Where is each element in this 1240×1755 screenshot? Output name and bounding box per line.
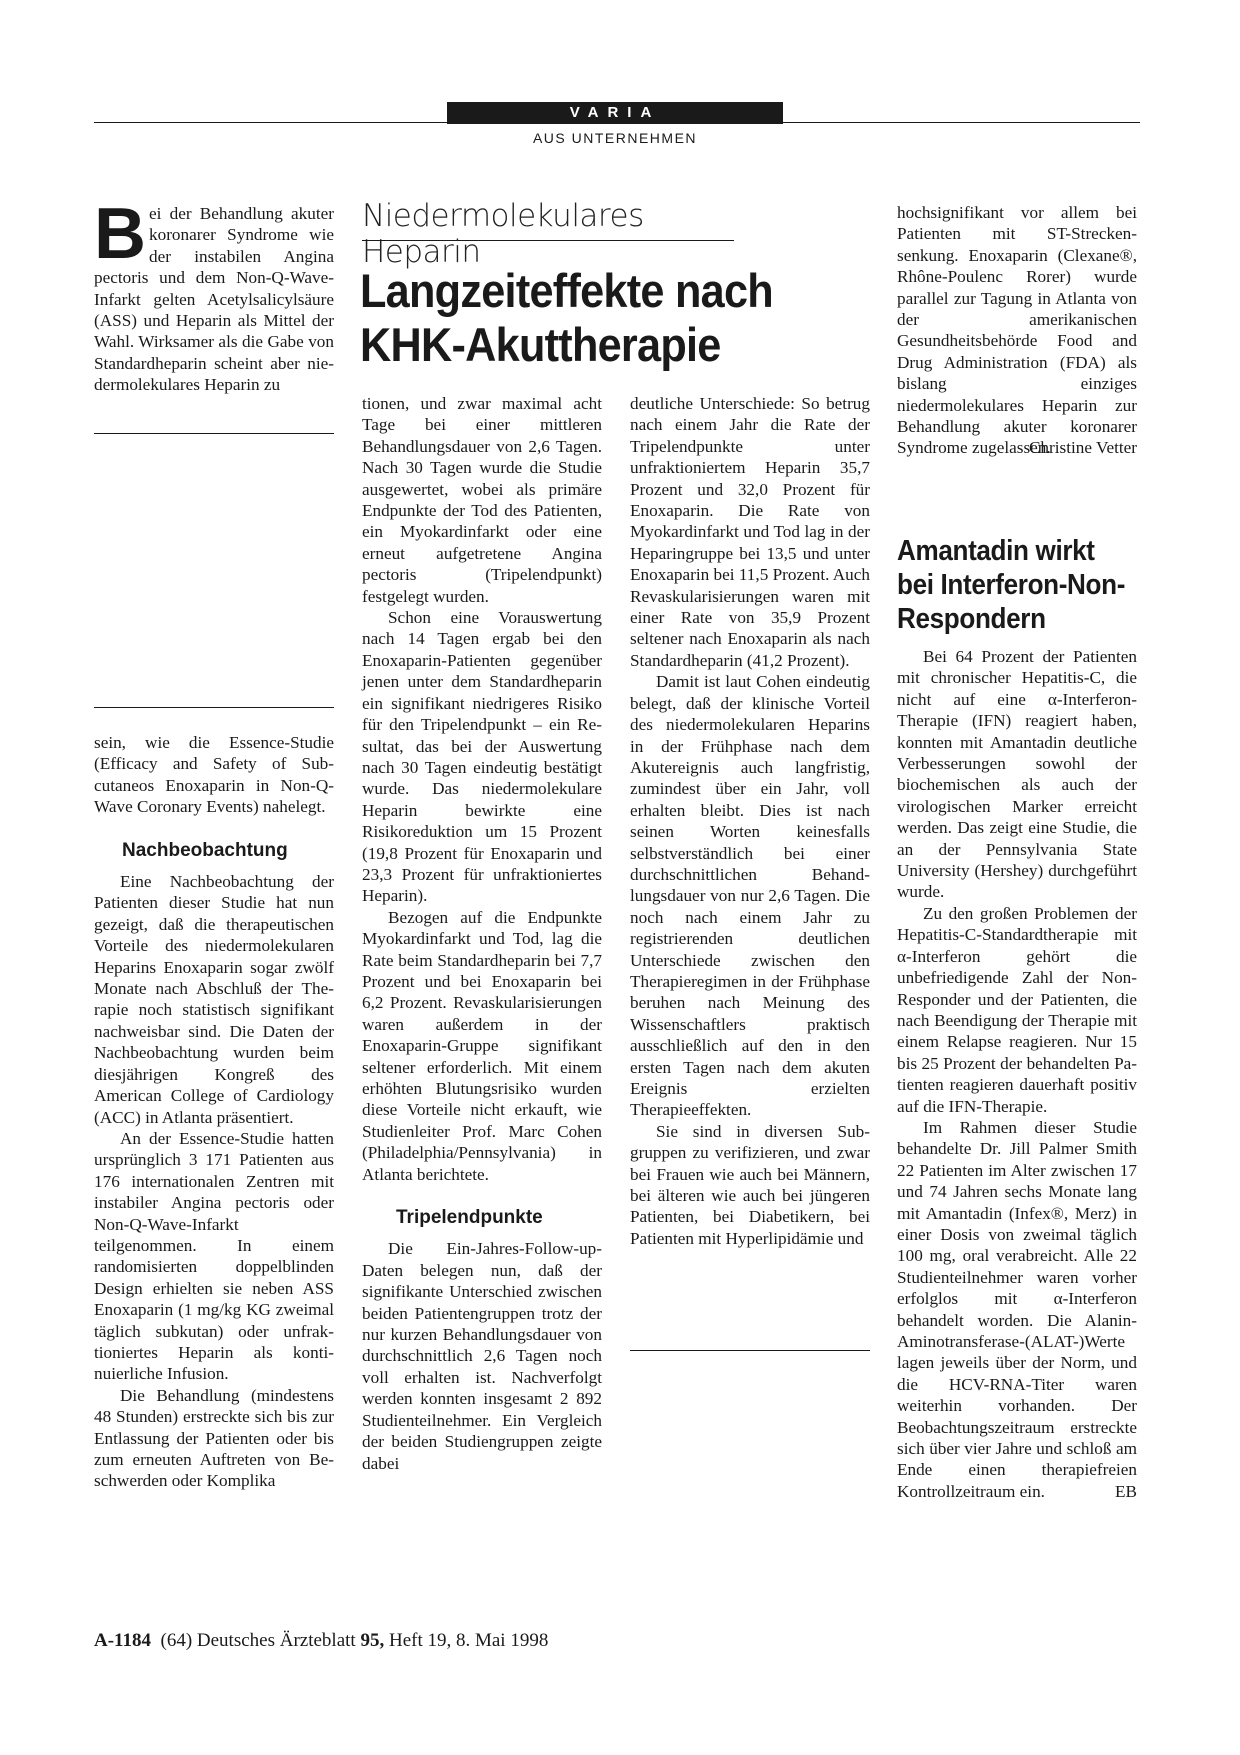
subsection-label: AUS UNTERNEHMEN (532, 130, 698, 146)
lead-rule (94, 433, 334, 434)
article-column-2 (362, 393, 602, 1474)
subhead-nachbeobachtung: Nachbeobachtung (122, 839, 288, 861)
page-number: A-1184 (94, 1630, 151, 1651)
paragraph: Bei 64 Prozent der Patienten mit chronischer Hepatitis-C, die nicht auf eine α-Interferon-Therapie (IFN) reagiert haben, konnten mit Amantadin deutliche Verbesserungen sowohl der biochemischen als auch der virologischen Marker erreicht werden. Das zeigt eine Studie, die an der Pennsylvania State University (Hershey) durchgeführt wurde. (897, 647, 1137, 902)
article-column-1 (94, 732, 334, 1492)
paragraph: Sie sind in diversen Subgruppen zu verifizieren, und zwar bei Frauen wie auch bei Männern, bei älteren wie auch bei jüngeren Patienten, bei Diabetikern, bei Patienten mit Hyperlipidämie und (630, 1121, 870, 1248)
article-column-3 (630, 393, 870, 1249)
paragraph: tionen, und zwar maximal acht Tage bei einer mittleren Behandlungsdauer von 2,6 Tagen. Nach 30 Tagen wurde die Studie ausgewertet, wobei als primäre Endpunkte der Tod des Patienten, ein Myokardinfarkt oder eine erneut aufgetretene Angina pectoris (Tripelendpunkt) festgelegt wurden. (362, 394, 602, 606)
journal-volume: 95, (360, 1630, 385, 1651)
page-footer (94, 1630, 548, 1652)
article-column-4 (897, 202, 1137, 459)
journal-issue: Heft 19, 8. Mai 1998 (388, 1630, 549, 1651)
paragraph: Zu den großen Problemen der Hepatitis-C-Standardtherapie mit α-Interferon gehört die unbefriedigende Zahl der Non-Responder und der Patienten, die nach Beendigung der Therapie mit einem Relapse reagieren. Nur 15 bis 25 Prozent der behandelten Patienten reagieren dauerhaft positiv auf die IFN-Therapie. (897, 903, 1137, 1116)
paragraph: Bezogen auf die Endpunkte Myokardinfarkt und Tod, lag die Rate beim Standardheparin bei 7,7 Prozent und bei Enoxaparin bei 6,2 Prozent. Revaskularisierungen waren außerdem in der Enoxaparin-Gruppe signifikant seltener erforderlich. Mit einem erhöhten Blutungsrisiko wurden diese Vorteile nicht erkauft, wie Studienleiter Prof. Marc Cohen (Philadelphia/Pennsylvania) in Atlanta berichtete. (362, 907, 602, 1184)
paragraph: sein, wie die Essence-Studie (Efficacy and Safety of Subcutaneos Enoxaparin in Non-Q-Wave Coronary Events) nahelegt. (94, 733, 334, 817)
article-2-headline: Amantadin wirkt bei Interferon-Non-Respondern (897, 535, 1126, 635)
kicker-rule (362, 240, 734, 241)
drop-cap: B (94, 194, 146, 274)
author-signature: Christine Vetter (1028, 438, 1137, 458)
journal-name: Deutsches Ärzteblatt (196, 1630, 356, 1651)
paragraph: Die Behandlung (mindestens 48 Stunden) erstreckte sich bis zur Entlassung der Patienten oder bis zum erneuten Auftreten von Beschwerden oder Komplika (94, 1385, 334, 1491)
paragraph: Die Ein-Jahres-Follow-up-Daten belegen nun, daß der signifikante Unterschied zwischen beiden Patientengruppen trotz der nur kurzen Behandlungsdauer von durchschnittlich 2,6 Tagen noch voll erhalten ist. Nachverfolgt werden konnten insgesamt 2 892 Studienteilnehmer. Ein Vergleich der beiden Studiengruppen zeigte dabei (362, 1239, 602, 1473)
column-end-rule (630, 1350, 870, 1351)
paragraph: Schon eine Vorauswertung nach 14 Tagen ergab bei den Enoxaparin-Patienten gegenüber jenen unter dem Standardheparin ein signifikant niedrigeres Risiko für den Tripelendpunkt – ein Resultat, das bei der Auswertung nach 30 Tagen eindeutig bestätigt wurde. Das niedermolekulare Heparin bewirkte eine Risikoreduktion um 15 Prozent (19,8 Prozent für Enoxaparin und 23,3 Prozent für unfraktioniertes Heparin). (362, 608, 602, 906)
subhead-tripelendpunkte: Tripelendpunkte (396, 1207, 543, 1229)
paragraph: Damit ist laut Cohen eindeutig belegt, daß der klinische Vorteil des niedermolekularen Heparins in der Frühphase nach dem Akutereignis auch langfristig, zumindest über ein Jahr, voll erhalten bleibt. Dies ist nach seinen Worten keinesfalls selbstverständlich bei einer durchschnittlichen Behandlungsdauer von nur 2,6 Tagen. Die noch nach einem Jahr zu registrierenden deutlichen Unterschiede zwischen den Therapieregimen in der Frühphase beruhen nach Meinung des Wissenschaftlers praktisch ausschließlich auf den in den ersten Tagen nach dem akuten Ereignis erzielten Therapieeffekten. (630, 672, 870, 1120)
article-kicker: Niedermolekulares Heparin (362, 198, 644, 270)
paragraph: An der Essence-Studie hatten ursprünglich 3 171 Patienten aus 176 internationalen Zentren mit instabiler Angina pectoris oder Non-Q-Wave-Infarkt teilgenommen. In einem randomisierten doppelblinden Design erhielten sie neben ASS Enoxaparin (1 mg/kg KG zweimal täglich subkutan) oder unfraktioniertes Heparin als kontinuierliche Infusion. (94, 1128, 334, 1384)
paragraph: hochsignifikant vor allem bei Patienten mit ST-Streckensenkung. Enoxaparin (Clexane®, Rhône-Poulenc Rorer) wurde parallel zur Tagung in Atlanta von der amerikanischen Gesundheitsbehörde Food and Drug Administration (FDA) als bislang einziges niedermolekulares Heparin zur Behandlung akuter koronarer Syndrome zugelassen. (897, 203, 1137, 458)
paragraph: deutliche Unterschiede: So betrug nach einem Jahr die Rate der Tripelendpunkte unter unfraktioniertem Heparin 35,7 Prozent und 32,0 Prozent für Enoxaparin. Die Rate von Myokardinfarkt und Tod lag in der Heparingruppe bei 13,5 und unter Enoxaparin bei 11,5 Prozent. Auch Revaskularisierungen waren mit einer Rate von 35,9 Prozent seltener nach Enoxaparin als nach Standardheparin (41,2 Prozent). (630, 394, 870, 670)
lead-text: ei der Behandlung akuter koronarer Syndrome wie der instabilen Angina pectoris und dem Non-Q-Wave-Infarkt gelten Acetylsalicylsäure (ASS) und Heparin als Mittel der Wahl. Wirksamer als die Gabe von Standardheparin scheint aber niedermolekulares Heparin zu (94, 204, 334, 395)
article-2-body (897, 646, 1137, 1502)
lead-paragraph (94, 194, 334, 396)
column-rule (94, 707, 334, 708)
author-signature: EB (1115, 1481, 1137, 1501)
page-index: (64) (160, 1630, 193, 1651)
header-rule (94, 122, 1140, 123)
paragraph: Eine Nachbeobachtung der Patienten dieser Studie hat nun gezeigt, daß die therapeutischen Vorteile des niedermolekularen Heparins Enoxaparin sogar zwölf Monate nach Abschluß der Therapie noch statistisch signifikant nachweisbar sind. Die Daten der Nachbeobachtung wurden beim diesjährigen Kongreß des American College of Cardiology (ACC) in Atlanta präsentiert. (94, 872, 334, 1127)
section-banner: VARIA (447, 102, 783, 124)
article-headline: Langzeiteffekte nach KHK-Akuttherapie (360, 264, 773, 371)
paragraph: Im Rahmen dieser Studie behandelte Dr. Jill Palmer Smith 22 Patienten im Alter zwischen 17 und 74 Jahren sechs Monate lang mit Amantadin (Infex®, Merz) in einer Dosis von zweimal täglich 100 mg, oral verabreicht. Alle 22 Studienteilnehmer waren vorher erfolglos mit α-Interferon behandelt worden. Die Alanin-Aminotransferase-(ALAT-)Werte lagen jeweils über der Norm, und die HCV-RNA-Titer waren weiterhin vorhanden. Der Beobachtungszeitraum erstreckte sich über vier Jahre und schloß am Ende einen therapiefreien Kontrollzeitraum ein. (897, 1117, 1137, 1501)
